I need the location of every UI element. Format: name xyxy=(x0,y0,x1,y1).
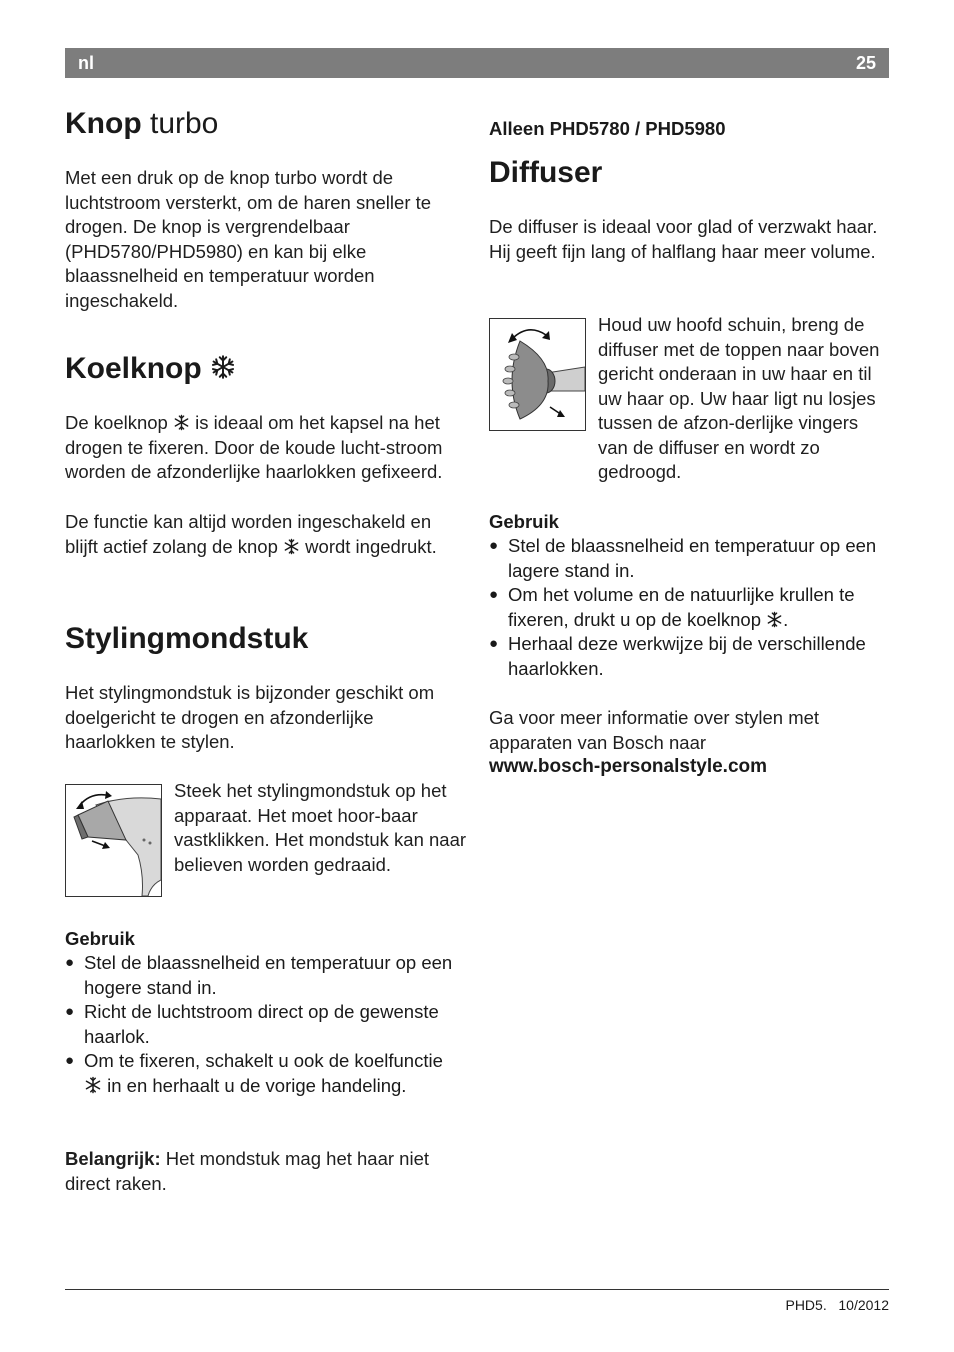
koelknop-body-1a: De koelknop xyxy=(65,412,168,433)
diffuser-figure-text: Houd uw hoofd schuin, breng de diffuser met de toppen naar boven gericht onderaan in uw haar en til uw haar op. Uw haar ligt nu losjes tussen de afzon-derlijke vingers van de diffuser en wordt zo gedroogd. xyxy=(598,314,880,482)
koelknop-body-1b: is ideaal om het kapsel na het drogen te fixeren. Door de koude lucht-stroom worden de afzonderlijke haarlokken gefixeerd. xyxy=(65,412,443,482)
turbo-heading xyxy=(65,106,218,142)
styling-usage-list xyxy=(65,951,460,1098)
koelknop-body-2b: wordt ingedrukt. xyxy=(305,535,437,557)
list-item xyxy=(489,583,889,632)
diffuser-usage-list xyxy=(489,534,889,681)
styling-nozzle-illustration xyxy=(66,785,161,896)
footer-info xyxy=(785,1297,889,1313)
styling-usage-title: Gebruik xyxy=(65,928,135,949)
language-code: nl xyxy=(78,53,94,73)
diffuser-heading: Diffuser xyxy=(489,156,603,189)
turbo-heading-bold: Knop xyxy=(65,107,142,140)
koelknop-body-1 xyxy=(65,411,460,485)
important-text: Het mondstuk mag het haar niet direct raken. xyxy=(65,1148,430,1194)
stylingmondstuk-heading: Stylingmondstuk xyxy=(65,622,309,655)
page-header-bar xyxy=(65,48,889,78)
important-label: Belangrijk: xyxy=(65,1148,161,1169)
list-item xyxy=(65,1049,460,1098)
bullet-2a: Om het volume en de natuurlijke krullen te fixeren, drukt u op de koelknop xyxy=(508,584,855,630)
styling-figure-text: Steek het stylingmondstuk op het apparaat. Het moet hoor-baar vastklikken. Het mondstuk kan naar believen worden gedraaid. xyxy=(174,780,467,875)
diffuser-intro: De diffuser is ideaal voor glad of verzwakt haar. Hij geeft fijn lang of halflang haar meer volume. xyxy=(489,216,878,262)
styling-intro: Het stylingmondstuk is bijzonder geschikt om doelgericht te drogen en afzonderlijke haarlokken te stylen. xyxy=(65,682,435,752)
snowflake-icon xyxy=(283,538,300,555)
list-item: ● Stel de blaassnelheid en temperatuur op een hogere stand in. xyxy=(65,951,460,1000)
koelknop-body-2a: De functie kan altijd worden ingeschakeld en blijft actief zolang de knop xyxy=(65,511,432,557)
koelknop-heading-text: Koelknop xyxy=(65,352,202,385)
snowflake-icon xyxy=(84,1076,102,1094)
bosch-website-link[interactable]: www.bosch-personalstyle.com xyxy=(489,756,768,777)
turbo-heading-light: turbo xyxy=(149,107,219,140)
list-item: ● Stel de blaassnelheid en temperatuur op een lagere stand in. xyxy=(489,534,889,583)
list-item: ● Herhaal deze werkwijze bij de verschillende haarlokken. xyxy=(489,632,889,681)
turbo-body: Met een druk op de knop turbo wordt de luchtstroom versterkt, om de haren sneller te drogen. De knop is vergrendelbaar (PHD5780/PHD5980) en kan bij elke blaassnelheid en temperatuur worden ingeschakeld. xyxy=(65,167,432,311)
more-info-text: Ga voor meer informatie over stylen met apparaten van Bosch naar xyxy=(489,707,820,753)
diffuser-illustration xyxy=(490,319,585,430)
styling-nozzle-figure xyxy=(65,784,162,897)
koelknop-heading xyxy=(65,351,236,387)
styling-important xyxy=(65,1147,460,1196)
snowflake-icon xyxy=(210,354,236,380)
diffuser-figure xyxy=(489,318,586,431)
footer-model: PHD5. xyxy=(785,1297,827,1313)
koelknop-body-2 xyxy=(65,510,460,559)
diffuser-usage-title: Gebruik xyxy=(489,511,559,532)
snowflake-icon xyxy=(766,611,783,628)
footer-date: 10/2012 xyxy=(838,1297,889,1313)
bullet-3b: in en herhaalt u de vorige handeling. xyxy=(107,1074,407,1096)
list-item: ● Richt de luchtstroom direct op de gewenste haarlok. xyxy=(65,1000,460,1049)
bullet-2b: . xyxy=(783,608,789,630)
page-number: 25 xyxy=(855,53,876,73)
bullet-3a: Om te fixeren, schakelt u ook de koelfunctie xyxy=(84,1050,443,1071)
footer-divider xyxy=(65,1289,889,1290)
model-note: Alleen PHD5780 / PHD5980 xyxy=(489,118,726,139)
snowflake-icon xyxy=(173,414,190,431)
